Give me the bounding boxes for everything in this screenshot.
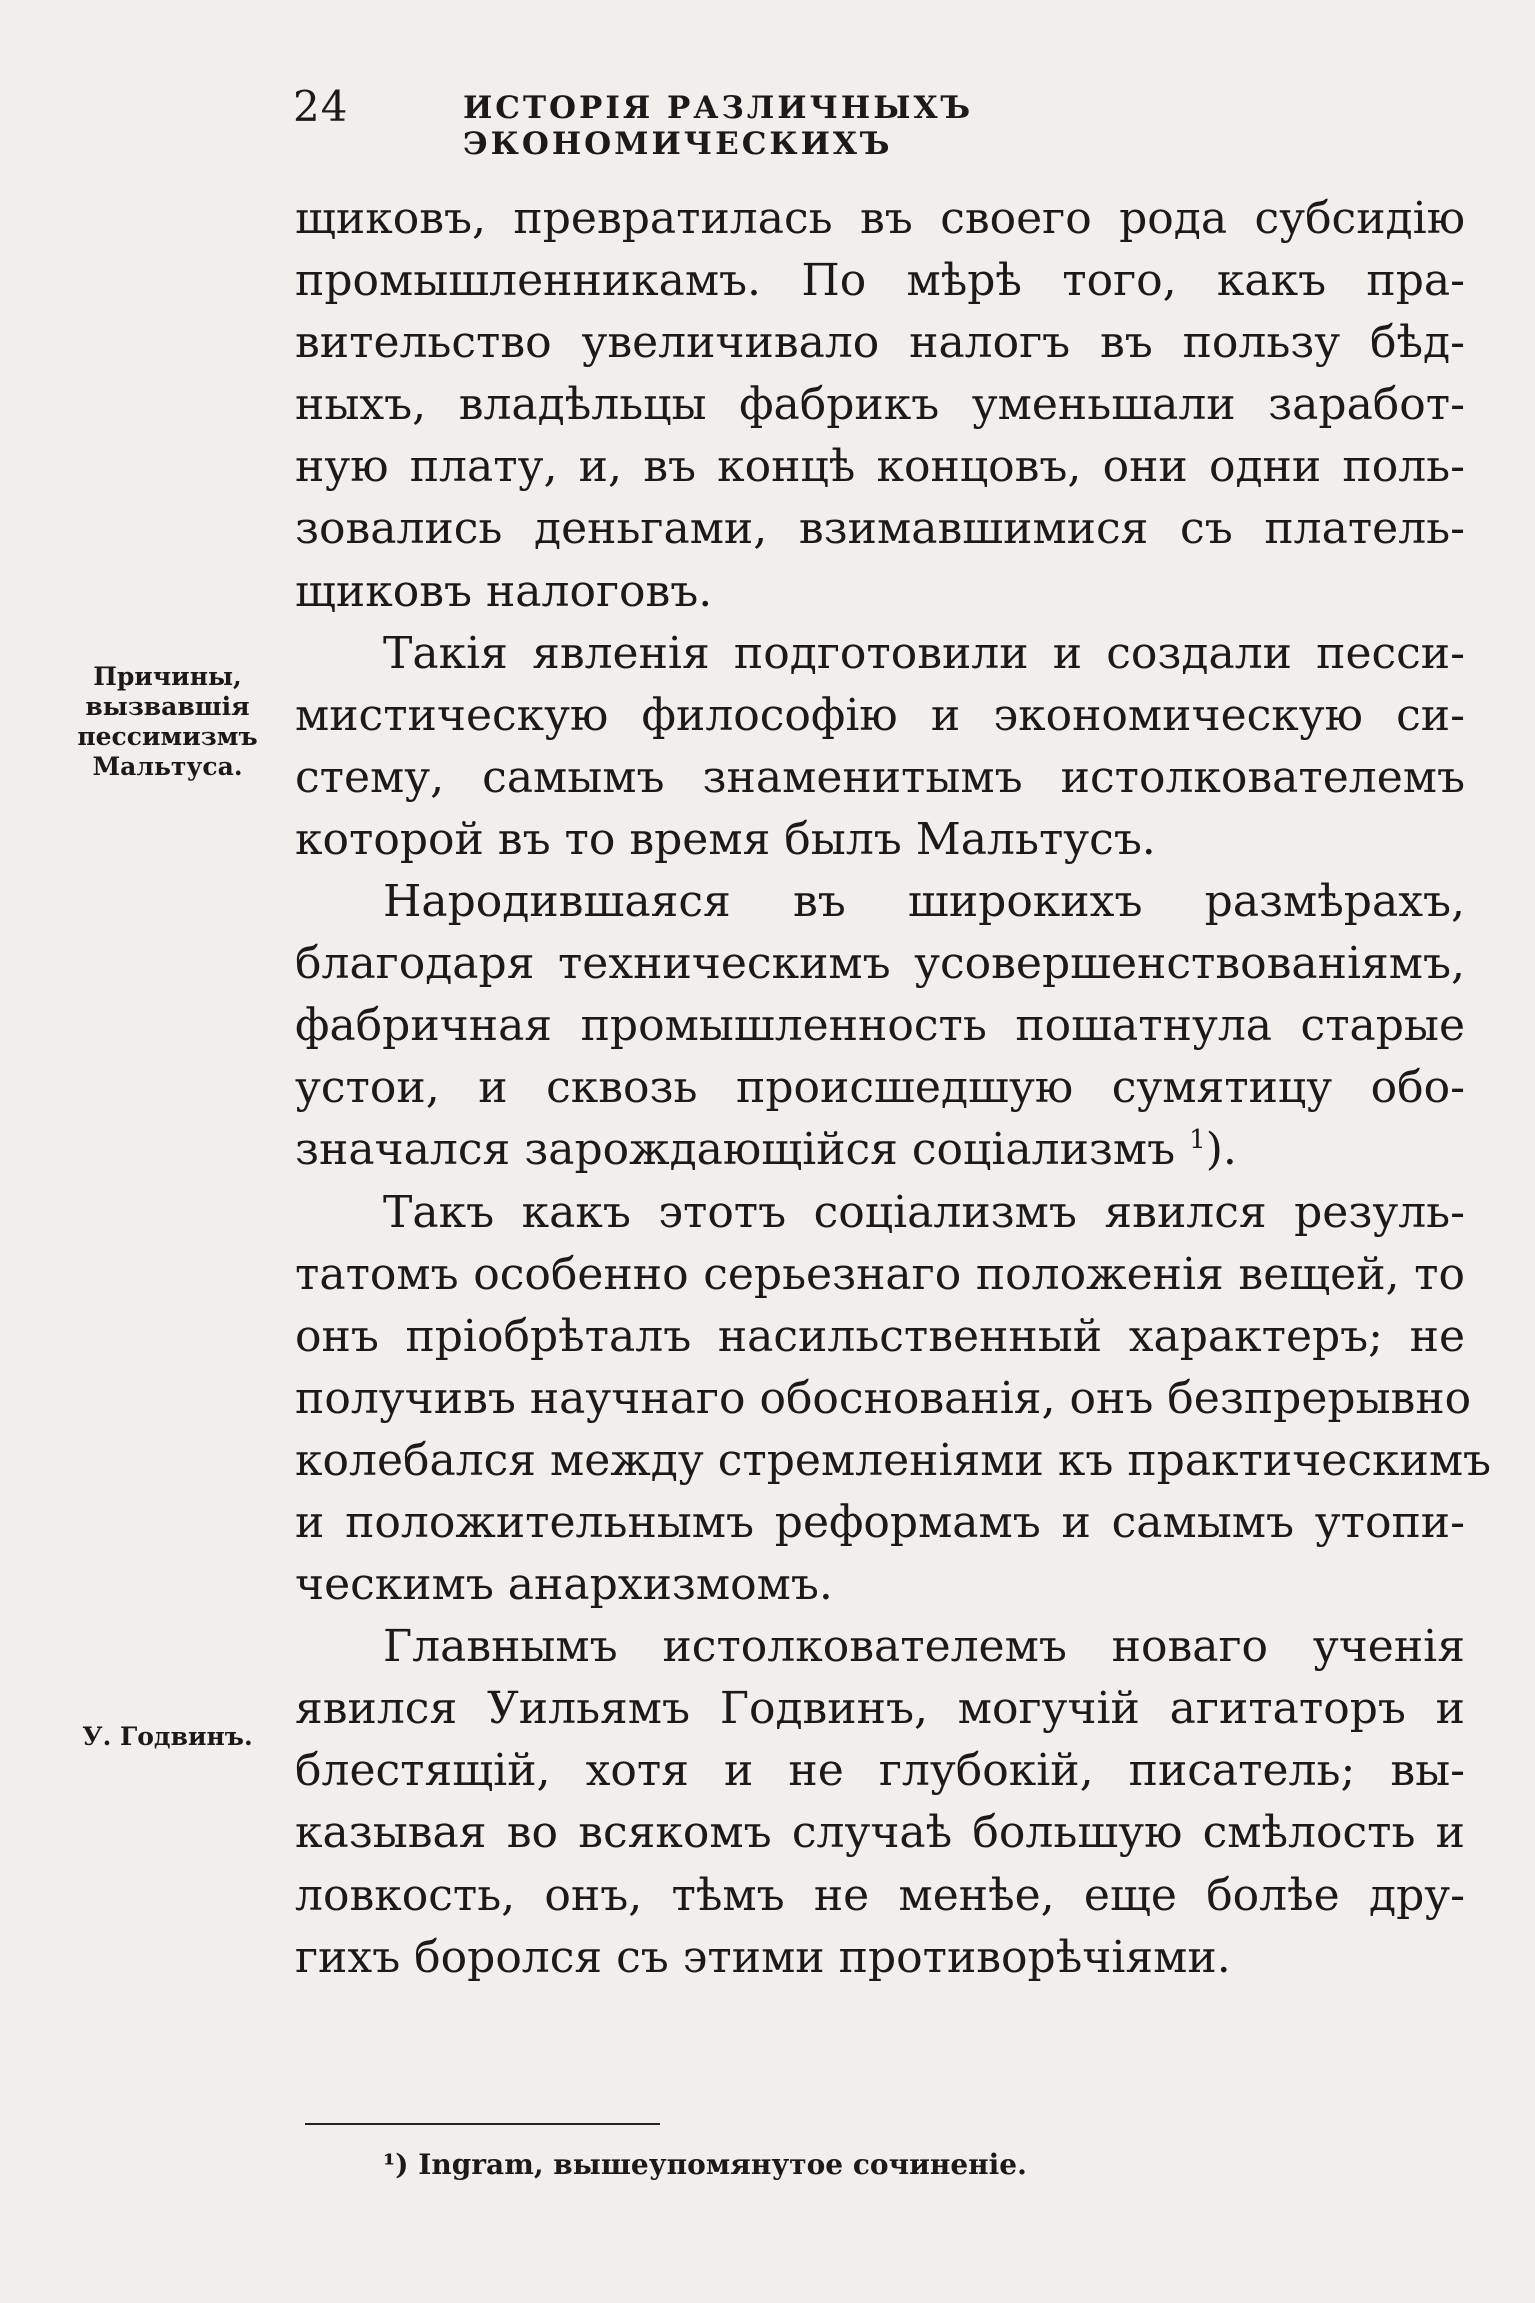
text-line: ческимъ анархизмомъ.	[295, 1559, 833, 1611]
text-line: онъ пріобрѣталъ насильственный характеръ; не	[295, 1310, 1465, 1362]
text-line: явился Уильямъ Годвинъ, могучій агитаторъ и	[295, 1683, 1465, 1735]
footnote: ¹) Ingram, вышеупомянутое сочиненіе.	[383, 2148, 1027, 2181]
footnote-marker-close: ).	[1205, 1124, 1237, 1176]
text-line: которой въ то время былъ Мальтусъ.	[295, 813, 1156, 865]
footnote-divider	[305, 2123, 660, 2125]
page-header	[293, 82, 1293, 162]
footnote-marker: 1	[1189, 1125, 1206, 1156]
text-line: ную плату, и, въ концѣ концовъ, они одни поль-	[295, 441, 1465, 493]
text-line: зовались деньгами, взимавшимися съ платель-	[295, 503, 1465, 555]
text-line: благодаря техническимъ усовершенствованіямъ,	[295, 938, 1465, 990]
text-line: блестящій, хотя и не глубокій, писатель; вы-	[295, 1745, 1465, 1797]
text-line: мистическую философію и экономическую си-	[295, 689, 1465, 741]
page-number: 24	[293, 82, 349, 131]
text-line: устои, и сквозь происшедшую сумятицу обо-	[295, 1062, 1465, 1114]
text-line: ловкость, онъ, тѣмъ не менѣе, еще болѣе дру-	[295, 1869, 1465, 1921]
margin-note-malthus: Причины, вызвавшія пессимизмъ Мальтуса.	[77, 662, 258, 781]
text-line: гихъ боролся съ этими противорѣчіями.	[295, 1931, 1231, 1983]
text-line: и положительнымъ реформамъ и самымъ утопи-	[295, 1496, 1465, 1548]
text-line: стему, самымъ знаменитымъ истолкователемъ	[295, 751, 1465, 803]
text-line: Такъ какъ этотъ соціализмъ явился резуль-	[383, 1186, 1465, 1238]
text-line: фабричная промышленность пошатнула старые	[295, 1000, 1465, 1052]
text-line: Такія явленія подготовили и создали песси-	[383, 627, 1465, 679]
text-line: Народившаяся въ широкихъ размѣрахъ,	[383, 876, 1465, 928]
text-line: щиковъ, превратилась въ своего рода субсидію	[295, 193, 1465, 244]
margin-note-godwin: У. Годвинъ.	[82, 1722, 253, 1751]
text-line: вительство увеличивало налогъ въ пользу бѣд-	[295, 317, 1465, 369]
body-text	[295, 188, 1492, 1989]
text-line: колебался между стремленіями къ практическимъ	[295, 1434, 1492, 1486]
text-line: Главнымъ истолкователемъ новаго ученія	[383, 1621, 1465, 1673]
running-title: ИСТОРІЯ РАЗЛИЧНЫХЪ ЭКОНОМИЧЕСКИХЪ	[463, 90, 974, 162]
text-line: ныхъ, владѣльцы фабрикъ уменьшали заработ-	[295, 379, 1465, 431]
text-line: значался зарождающійся соціализмъ	[295, 1124, 1176, 1176]
text-line-with-footnote	[295, 1119, 1465, 1181]
text-line: казывая во всякомъ случаѣ большую смѣлость и	[295, 1807, 1465, 1859]
text-line: получивъ научнаго обоснованія, онъ безпрерывно	[295, 1372, 1472, 1424]
text-line: щиковъ налоговъ.	[295, 565, 713, 617]
text-line: татомъ особенно серьезнаго положенія вещей, то	[295, 1248, 1465, 1300]
text-line: промышленникамъ. По мѣрѣ того, какъ пра-	[295, 255, 1465, 307]
